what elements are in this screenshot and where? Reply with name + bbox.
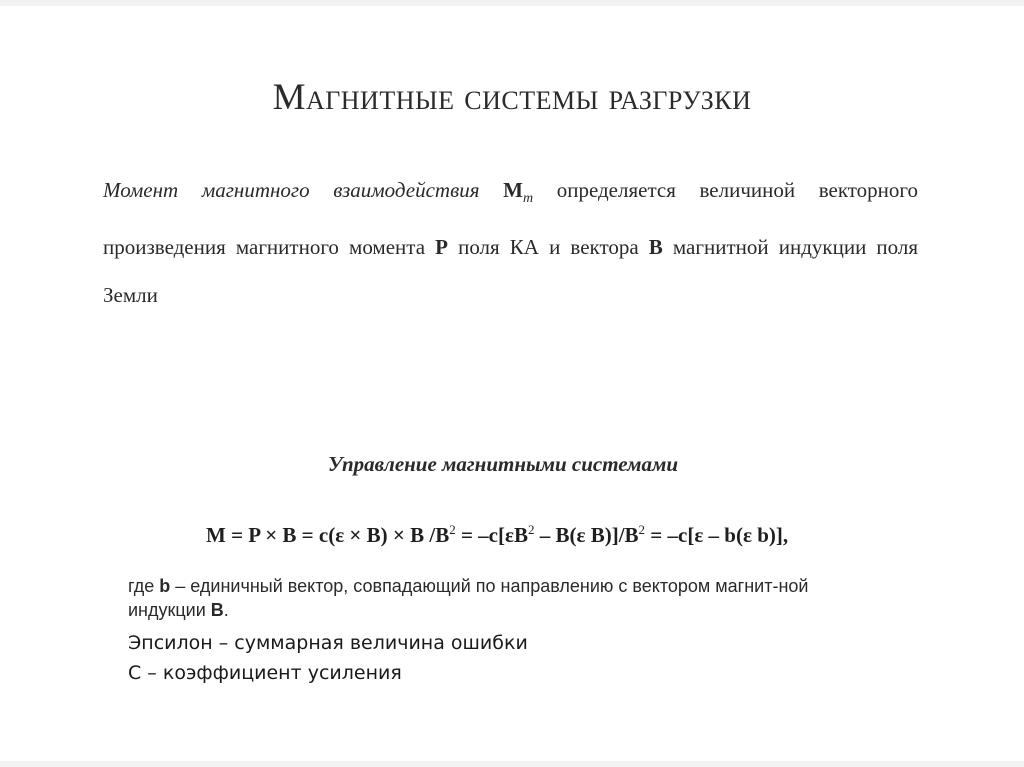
- paragraph-lead: Момент магнитного взаимодействия: [103, 178, 480, 202]
- formula-sup-2: 2: [527, 522, 535, 537]
- formula-note: [128, 574, 888, 622]
- top-edge: [0, 0, 1024, 6]
- note-suffix: .: [223, 600, 229, 620]
- section-subtitle: Управление магнитными системами: [327, 452, 679, 476]
- formula-part-1: M = P × B = c(ε × B) × B /B: [206, 523, 450, 547]
- bottom-edge: [0, 761, 1024, 767]
- note-middle: – единичный вектор, совпадающий по направлению с вектором магнит-ной индукции: [128, 576, 809, 620]
- formula-part-2: = –c[εB: [455, 523, 528, 547]
- formula-sup-3: 2: [638, 522, 646, 537]
- paragraph-text-2: поля КА и вектора: [458, 235, 639, 259]
- intro-paragraph: [103, 166, 918, 319]
- symbol-m-sub: m: [522, 191, 534, 206]
- formula-part-4: = –c[ε – b(ε b)],: [645, 523, 789, 547]
- symbol-b: B: [648, 235, 663, 259]
- epsilon-definition: Эпсилон – суммарная величина ошибки: [128, 632, 528, 654]
- symbol-p: P: [435, 235, 448, 259]
- paragraph-text-3: магнитной индукции поля Земли: [103, 235, 919, 307]
- control-formula: [206, 522, 788, 548]
- formula-part-3: – B(ε B)]/B: [534, 523, 639, 547]
- symbol-m: M: [503, 178, 523, 202]
- paragraph-text-1: определяется величиной векторного произведения магнитного момента: [103, 178, 919, 259]
- note-prefix: где: [128, 576, 160, 596]
- slide-title: Магнитные системы разгрузки: [272, 77, 752, 118]
- gain-definition: С – коэффициент усиления: [128, 662, 402, 684]
- note-B-symbol: B: [210, 600, 224, 620]
- formula-sup-1: 2: [449, 522, 456, 537]
- note-b-symbol: b: [159, 576, 171, 596]
